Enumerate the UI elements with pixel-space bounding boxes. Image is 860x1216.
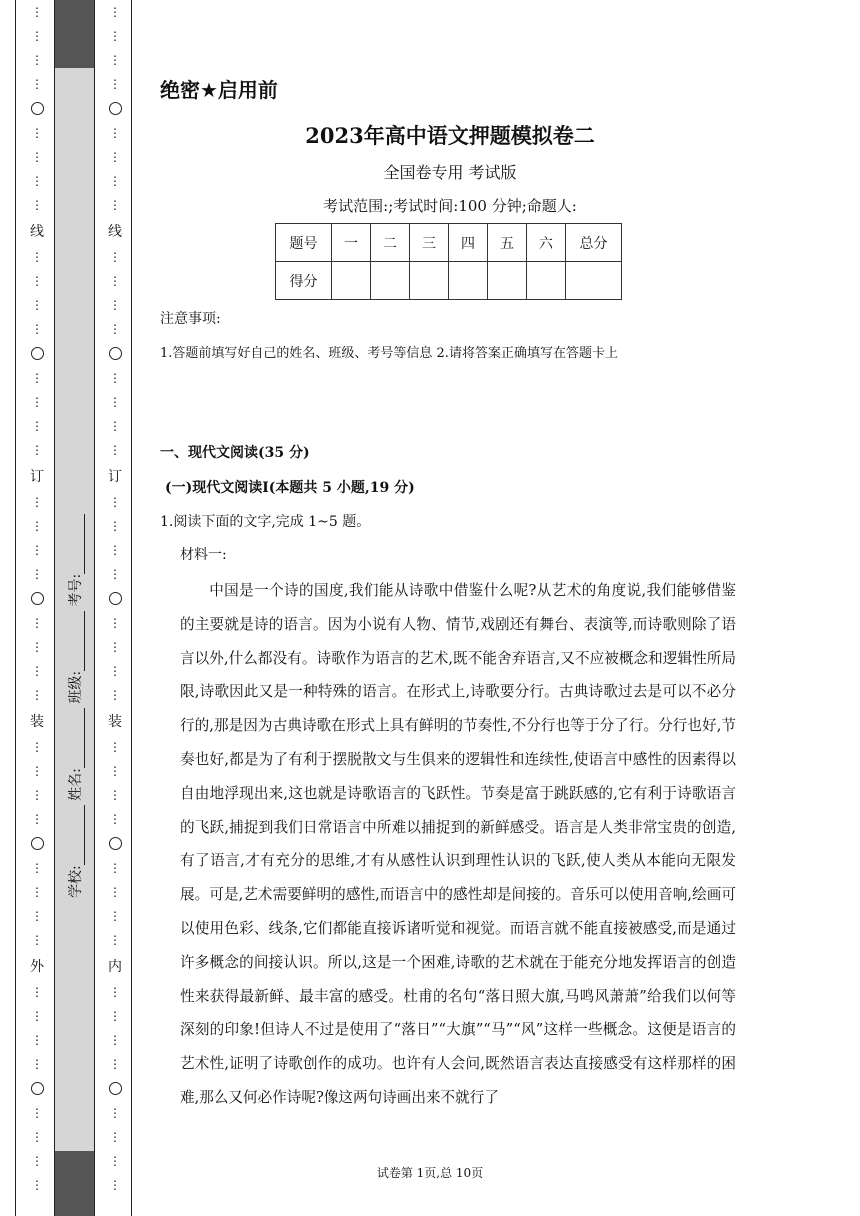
strip-border-left [15,0,16,1216]
inner-seal-char: 订 [108,469,122,485]
seal-dots: ⋮ [31,53,43,67]
seal-dots: ⋮ [31,985,43,999]
seal-dots: ⋮ [109,395,121,409]
seal-dots: ⋮ [31,443,43,457]
seal-dots: ⋮ [109,885,121,899]
material-label: 材料一: [180,547,227,563]
seal-dots: ⋮ [109,861,121,875]
seal-dots: ⋮ [31,543,43,557]
seal-dots: ⋮ [31,1130,43,1144]
seal-dots: ⋮ [109,812,121,826]
score-blank-cell[interactable] [371,262,410,300]
seal-dots: ⋮ [31,5,43,19]
score-table [275,223,622,300]
strip-dark-band-bottom [55,1151,94,1216]
inner-seal-char: 装 [108,714,122,730]
seal-dots: ⋮ [31,495,43,509]
seal-dots: ⋮ [109,29,121,43]
exam-no-blank[interactable] [70,514,85,574]
inner-seal-char: 线 [108,224,122,240]
seal-circle-icon [109,837,122,850]
seal-dots: ⋮ [31,250,43,264]
exam-meta: 考试范围:;考试时间:100 分钟;命题人: [323,197,577,215]
seal-circle-icon [31,1082,44,1095]
seal-dots: ⋮ [31,298,43,312]
seal-dots: ⋮ [109,1106,121,1120]
score-cell: 五 [488,224,527,262]
seal-dots: ⋮ [31,29,43,43]
seal-dots: ⋮ [31,688,43,702]
seal-dots: ⋮ [31,812,43,826]
seal-dots: ⋮ [109,985,121,999]
school-blank[interactable] [70,805,85,865]
question-stem: 1.阅读下面的文字,完成 1~5 题。 [160,514,371,530]
seal-circle-icon [109,1082,122,1095]
exam-no-label: 考号: [68,573,84,607]
seal-dots: ⋮ [109,664,121,678]
reading-passage: 中国是一个诗的国度,我们能从诗歌中借鉴什么呢?从艺术的角度说,我们能够借鉴的主要就是诗的语言。因为小说有人物、情节,戏剧还有舞台、表演等,而诗歌则除了语言以外,什么都没有。诗歌作为语言的艺术,既不能舍弃语言,又不应被概念和逻辑性所局限,诗歌因此又是一种特殊的语言。在形式上,诗歌要分行。古典诗歌过去是可以不必分行的,那是因为古典诗歌在形式上具有鲜明的节奏性,不分行也等于分了行。分行也好,节奏也好,都是为了有利于摆脱散文与生俱来的逻辑性和连续性,使语言中感性的因素得以自由地浮现出来,这也就是诗歌语言的飞跃性。节奏是富于跳跃感的,它有利于诗歌语言的飞跃,捕捉到我们日常语言中所难以捕捉到的新鲜感受。语言是人类非常宝贵的创造,有了语言,才有充分的思维,才有从感性认识到理性认识的飞跃,使人类从本能向无限发展。可是,艺术需要鲜明的感性,而语言中的感性却是间接的。音乐可以使用音响,绘画可以使用色彩、线条,它们都能直接诉诸听觉和视觉。而语言就不能直接被感受,而是通过许多概念的间接认识。所以,这是一个困难,诗歌的艺术就在于能充分地发挥语言的创造性来获得最新鲜、最丰富的感受。杜甫的名句“落日照大旗,马鸣风萧萧”给我们以何等深刻的印象!但诗人不过是使用了“落日”“大旗”“马”“风”这样一些概念。这便是语言的艺术性,证明了诗歌创作的成功。也许有人会问,既然语言表达直接感受有这样那样的困难,那么又何必作诗呢?像这两句诗画出来不就行了 [180,582,736,1106]
score-table-header-row [276,224,622,262]
exam-title: 2023年高中语文押题模拟卷二 [305,123,595,148]
seal-dots: ⋮ [31,371,43,385]
seal-dots: ⋮ [109,740,121,754]
seal-circle-icon [109,592,122,605]
seal-dots: ⋮ [31,909,43,923]
seal-dots: ⋮ [109,1130,121,1144]
score-cell: 题号 [276,224,332,262]
seal-dots: ⋮ [31,198,43,212]
notice-title: 注意事项: [160,311,221,327]
page-footer: 试卷第 1页,总 10页 [376,1166,484,1180]
seal-dots: ⋮ [31,616,43,630]
seal-dots: ⋮ [31,519,43,533]
seal-dots: ⋮ [109,1154,121,1168]
seal-dots: ⋮ [109,640,121,654]
inner-seal-line [107,0,123,1216]
seal-dots: ⋮ [109,519,121,533]
outer-seal-char: 外 [30,959,44,975]
seal-dots: ⋮ [31,174,43,188]
score-blank-cell[interactable] [410,262,449,300]
seal-dots: ⋮ [109,150,121,164]
seal-dots: ⋮ [31,274,43,288]
seal-dots: ⋮ [109,567,121,581]
notice-item: 1.答题前填写好自己的姓名、班级、考号等信息 2.请将答案正确填写在答题卡上 [160,346,618,361]
seal-dots: ⋮ [31,1106,43,1120]
seal-dots: ⋮ [31,885,43,899]
seal-dots: ⋮ [31,1033,43,1047]
seal-dots: ⋮ [109,126,121,140]
seal-dots: ⋮ [31,1057,43,1071]
score-blank-cell[interactable] [527,262,566,300]
class-blank[interactable] [70,611,85,671]
seal-dots: ⋮ [31,395,43,409]
seal-dots: ⋮ [109,543,121,557]
score-cell: 总分 [566,224,622,262]
seal-dots: ⋮ [31,933,43,947]
seal-dots: ⋮ [109,909,121,923]
score-table-score-row [276,262,622,300]
class-label: 班级: [68,670,84,704]
seal-dots: ⋮ [31,126,43,140]
seal-dots: ⋮ [31,664,43,678]
seal-dots: ⋮ [109,371,121,385]
strip-border-right [131,0,132,1216]
score-blank-cell[interactable] [332,262,371,300]
seal-dots: ⋮ [31,788,43,802]
seal-circle-icon [31,102,44,115]
outer-seal-char: 订 [30,469,44,485]
seal-dots: ⋮ [109,788,121,802]
strip-dark-band-top [55,0,94,68]
seal-dots: ⋮ [109,1033,121,1047]
seal-dots: ⋮ [31,1154,43,1168]
seal-dots: ⋮ [109,443,121,457]
seal-dots: ⋮ [109,298,121,312]
seal-dots: ⋮ [109,1057,121,1071]
seal-dots: ⋮ [31,861,43,875]
outer-seal-char: 装 [30,714,44,730]
score-cell: 四 [449,224,488,262]
seal-dots: ⋮ [109,274,121,288]
score-blank-cell[interactable] [488,262,527,300]
score-row-label: 得分 [276,262,332,300]
section-heading: 一、现代文阅读(35 分) [160,445,310,461]
strip-border-mid-right [94,0,95,1216]
score-cell: 三 [410,224,449,262]
seal-dots: ⋮ [109,77,121,91]
score-blank-cell[interactable] [449,262,488,300]
school-label: 学校: [68,865,84,898]
outer-seal-char: 线 [30,224,44,240]
seal-dots: ⋮ [31,419,43,433]
inner-seal-char: 内 [108,959,122,975]
seal-circle-icon [31,837,44,850]
secret-mark: 绝密★启用前 [160,78,278,102]
seal-dots: ⋮ [109,495,121,509]
name-blank[interactable] [70,708,85,768]
seal-dots: ⋮ [109,419,121,433]
seal-circle-icon [109,102,122,115]
seal-circle-icon [109,347,122,360]
seal-dots: ⋮ [31,764,43,778]
seal-dots: ⋮ [109,616,121,630]
seal-dots: ⋮ [109,250,121,264]
seal-dots: ⋮ [109,764,121,778]
seal-dots: ⋮ [31,322,43,336]
outer-seal-line [29,0,45,1216]
seal-dots: ⋮ [31,567,43,581]
exam-subtitle: 全国卷专用 考试版 [383,163,517,182]
seal-dots: ⋮ [109,5,121,19]
seal-dots: ⋮ [109,322,121,336]
seal-dots: ⋮ [109,198,121,212]
seal-circle-icon [31,347,44,360]
seal-dots: ⋮ [109,174,121,188]
seal-dots: ⋮ [109,53,121,67]
name-label: 姓名: [68,768,84,801]
score-cell: 六 [527,224,566,262]
seal-dots: ⋮ [31,640,43,654]
seal-circle-icon [31,592,44,605]
seal-dots: ⋮ [109,688,121,702]
seal-dots: ⋮ [31,1178,43,1192]
seal-dots: ⋮ [31,740,43,754]
seal-dots: ⋮ [109,933,121,947]
seal-dots: ⋮ [31,150,43,164]
seal-dots: ⋮ [31,77,43,91]
student-info-area [55,68,94,1151]
score-cell: 一 [332,224,371,262]
score-cell: 二 [371,224,410,262]
seal-dots: ⋮ [109,1178,121,1192]
score-blank-cell[interactable] [566,262,622,300]
section-subheading: (一)现代文阅读Ⅰ(本题共 5 小题,19 分) [165,480,415,496]
seal-dots: ⋮ [31,1009,43,1023]
seal-dots: ⋮ [109,1009,121,1023]
